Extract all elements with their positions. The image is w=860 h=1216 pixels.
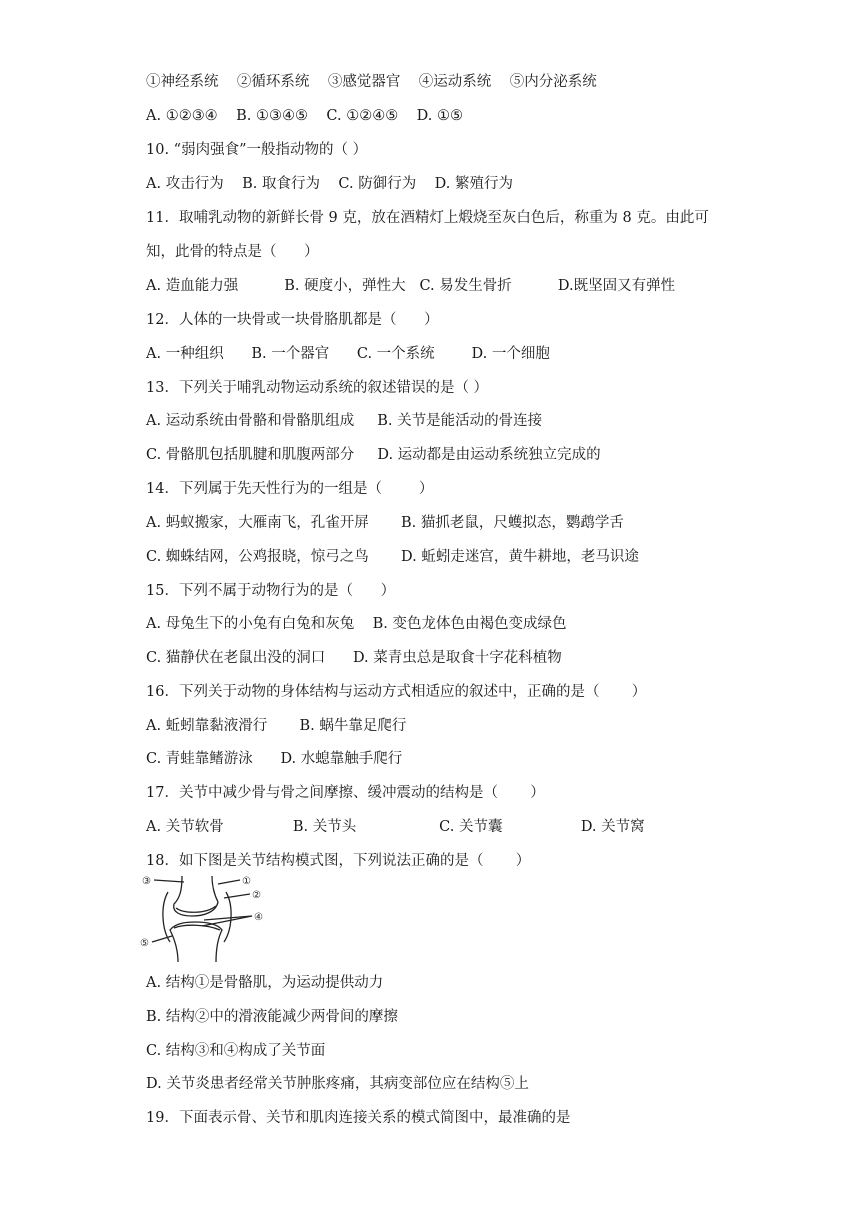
line-24: 18．如下图是关节结构模式图，下列说法正确的是（ ）: [146, 853, 531, 869]
line-14: A. 蚂蚁搬家，大雁南飞，孔雀开屏 B. 猫抓老鼠，尺蠖拟态，鹦鹉学舌: [146, 515, 624, 531]
joint-structure-figure: [140, 872, 280, 964]
line-13: 14．下列属于先天性行为的一组是（ ）: [146, 481, 434, 497]
line-9: A. 一种组织 B. 一个器官 C. 一个系统 D. 一个细胞: [146, 346, 550, 362]
line-29: 19．下面表示骨、关节和肌肉连接关系的模式简图中，最准确的是: [146, 1110, 571, 1126]
line-20: A. 蚯蚓靠黏液滑行 B. 蜗牛靠足爬行: [146, 718, 407, 734]
line-23: A. 关节软骨 B. 关节头 C. 关节囊 D. 关节窝: [146, 819, 645, 835]
line-28: D. 关节炎患者经常关节肿胀疼痛，其病变部位应在结构⑤上: [146, 1076, 529, 1092]
line-26: B. 结构②中的滑液能减少两骨间的摩擦: [146, 1009, 398, 1025]
line-27: C. 结构③和④构成了关节面: [146, 1043, 326, 1059]
line-22: 17．关节中减少骨与骨之间摩擦、缓冲震动的结构是（ ）: [146, 785, 545, 801]
line-10: 13．下列关于哺乳动物运动系统的叙述错误的是（ ）: [146, 380, 489, 396]
line-2: A. ①②③④ B. ①③④⑤ C. ①②④⑤ D. ①⑤: [146, 108, 463, 124]
line-8: 12．人体的一块骨或一块骨胳肌都是（ ）: [146, 312, 439, 328]
line-5: 11．取哺乳动物的新鲜长骨 9 克，放在酒精灯上煅烧至灰白色后，称重为 8 克。由此可: [146, 210, 709, 226]
figure-label-5: ⑤: [140, 938, 149, 949]
line-4: A. 攻击行为 B. 取食行为 C. 防御行为 D. 繁殖行为: [146, 176, 513, 192]
line-7: A. 造血能力强 B. 硬度小，弹性大 C. 易发生骨折 D.既坚固又有弹性: [146, 278, 676, 294]
figure-label-3: ③: [142, 876, 151, 887]
figure-label-4: ④: [254, 912, 263, 923]
line-18: C. 猫静伏在老鼠出没的洞口 D. 菜青虫总是取食十字花科植物: [146, 650, 562, 666]
figure-label-1: ①: [242, 876, 251, 887]
line-19: 16．下列关于动物的身体结构与运动方式相适应的叙述中，正确的是（ ）: [146, 684, 647, 700]
figure-label-2: ②: [252, 890, 261, 901]
line-1: ①神经系统 ②循环系统 ③感觉器官 ④运动系统 ⑤内分泌系统: [146, 74, 597, 90]
line-3: 10. “弱肉强食”一般指动物的（ ）: [146, 142, 368, 158]
line-16: 15．下列不属于动物行为的是（ ）: [146, 583, 396, 599]
line-21: C. 青蛙靠鳍游泳 D. 水螅靠触手爬行: [146, 751, 403, 767]
line-15: C. 蜘蛛结网，公鸡报晓，惊弓之鸟 D. 蚯蚓走迷宫，黄牛耕地，老马识途: [146, 549, 639, 565]
line-17: A. 母兔生下的小兔有白兔和灰兔 B. 变色龙体色由褐色变成绿色: [146, 616, 567, 632]
line-25: A. 结构①是骨骼肌，为运动提供动力: [146, 975, 384, 991]
line-6: 知，此骨的特点是（ ）: [146, 244, 319, 260]
line-11: A. 运动系统由骨骼和骨骼肌组成 B. 关节是能活动的骨连接: [146, 413, 543, 429]
line-12: C. 骨骼肌包括肌腱和肌腹两部分 D. 运动都是由运动系统独立完成的: [146, 447, 601, 463]
